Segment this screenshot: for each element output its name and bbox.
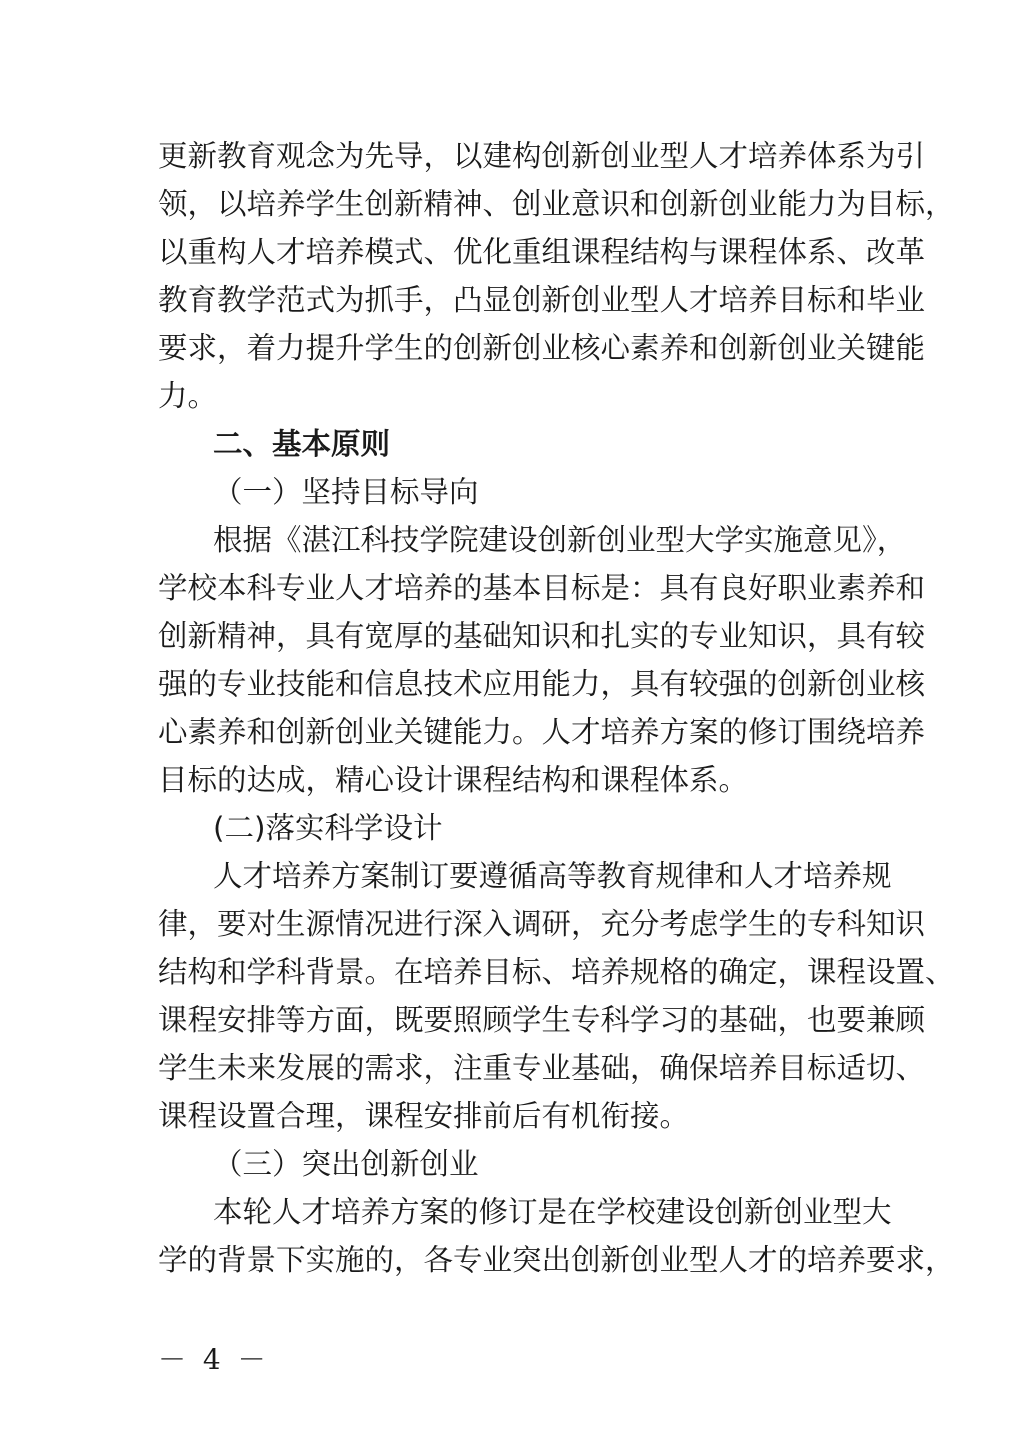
paragraph-line: 本轮人才培养方案的修订是在学校建设创新创业型大 xyxy=(213,1195,892,1229)
paragraph-line: 人才培养方案制订要遵循高等教育规律和人才培养规 xyxy=(213,859,892,893)
paragraph-line: 心素养和创新创业关键能力。人才培养方案的修订围绕培养 xyxy=(158,715,926,749)
paragraph-line: 创新精神，具有宽厚的基础知识和扎实的专业知识，具有较 xyxy=(158,619,926,653)
paragraph-line: 课程设置合理，课程安排前后有机衔接。 xyxy=(158,1099,690,1133)
paragraph-line: 目标的达成，精心设计课程结构和课程体系。 xyxy=(158,763,749,797)
paragraph-line: 力。 xyxy=(158,379,218,413)
paragraph-line: 强的专业技能和信息技术应用能力，具有较强的创新创业核 xyxy=(158,667,926,701)
subsection-heading: （一）坚持目标导向 xyxy=(213,475,479,509)
paragraph-line: 根据《湛江科技学院建设创新创业型大学实施意见》， xyxy=(213,523,907,557)
paragraph-line: 领，以培养学生创新精神、创业意识和创新创业能力为目标， xyxy=(158,187,955,221)
paragraph-line: 律，要对生源情况进行深入调研，充分考虑学生的专科知识 xyxy=(158,907,926,941)
subsection-heading: （三）突出创新创业 xyxy=(213,1147,479,1181)
paragraph-line: 教育教学范式为抓手，凸显创新创业型人才培养目标和毕业 xyxy=(158,283,926,317)
page-number: － 4 － xyxy=(158,1343,270,1376)
paragraph-line: 更新教育观念为先导，以建构创新创业型人才培养体系为引 xyxy=(158,139,926,173)
paragraph-line: 以重构人才培养模式、优化重组课程结构与课程体系、改革 xyxy=(158,235,926,269)
paragraph-line: 结构和学科背景。在培养目标、培养规格的确定，课程设置、 xyxy=(158,955,955,989)
paragraph-line: 要求，着力提升学生的创新创业核心素养和创新创业关键能 xyxy=(158,331,926,365)
section-heading: 二、基本原则 xyxy=(213,427,391,461)
paragraph-line: 学校本科专业人才培养的基本目标是：具有良好职业素养和 xyxy=(158,571,926,605)
paragraph-line: 学生未来发展的需求，注重专业基础，确保培养目标适切、 xyxy=(158,1051,926,1085)
subsection-heading: (二)落实科学设计 xyxy=(213,811,443,845)
paragraph-line: 学的背景下实施的，各专业突出创新创业型人才的培养要求， xyxy=(158,1243,955,1277)
paragraph-line: 课程安排等方面，既要照顾学生专科学习的基础，也要兼顾 xyxy=(158,1003,926,1037)
